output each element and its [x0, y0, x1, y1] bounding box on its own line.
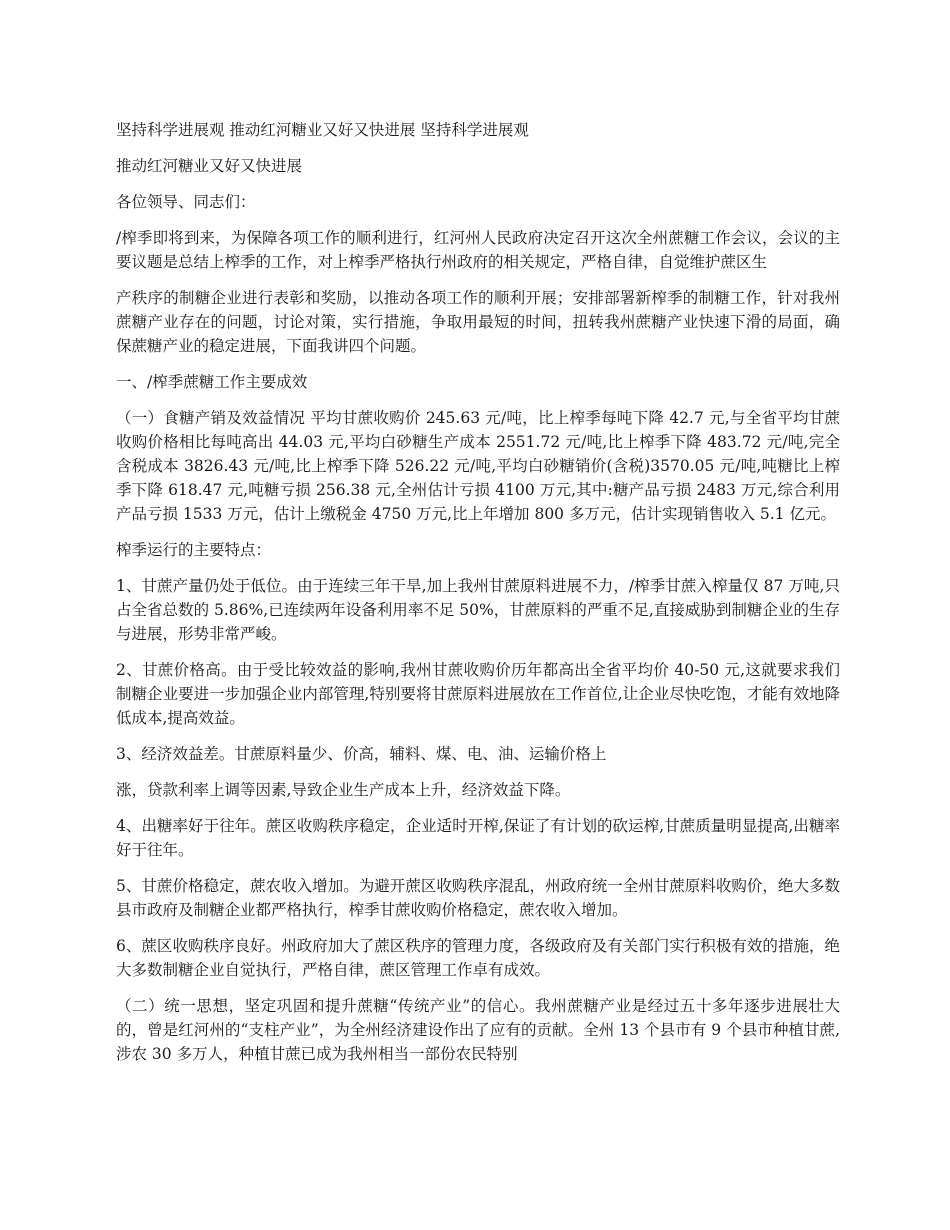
- document-page: [116, 118, 840, 1078]
- subsection-sales-efficiency: （一）食糖产销及效益情况 平均甘蔗收购价 245.63 元/吨，比上榨季每吨下降 42.7 元,与全省平均甘蔗收购价格相比每吨高出 44.03 元,平均白砂糖生产成本 2551.72 元/吨,比上榨季下降 483.72 元/吨,完全含税成本 3826.43 元/吨,比上榨季下降 526.22 元/吨,平均白砂糖销价(含税)3570.05 元/吨,吨糖比上榨季下降 618.47 元,吨糖亏损 256.38 元,全州估计亏损 4100 万元,其中:糖产品亏损 2483 万元,综合利用产品亏损 1533 万元，估计上缴税金 4750 万元,比上年增加 800 多万元，估计实现销售收入 5.1 亿元。: [116, 409, 840, 523]
- feature-item-6: 6、蔗区收购秩序良好。州政府加大了蔗区秩序的管理力度，各级政府及有关部门实行积极有效的措施，绝大多数制糖企业自觉执行，严格自律，蔗区管理工作卓有成效。: [116, 937, 840, 979]
- feature-item-5: 5、甘蔗价格稳定，蔗农收入增加。为避开蔗区收购秩序混乱，州政府统一全州甘蔗原料收购价，绝大多数县市政府及制糖企业都严格执行，榨季甘蔗收购价格稳定，蔗农收入增加。: [116, 877, 840, 919]
- document-title-line-1: 坚持科学进展观 推动红河糖业又好又快进展 坚持科学进展观: [116, 121, 529, 139]
- feature-item-3-continued: 涨，贷款利率上调等因素,导致企业生产成本上升，经济效益下降。: [116, 781, 571, 799]
- feature-item-3: 3、经济效益差。甘蔗原料量少、价高，辅料、煤、电、油、运输价格上: [116, 745, 607, 763]
- document-title-line-2: 推动红河糖业又好又快进展: [116, 157, 303, 175]
- feature-item-2: 2、甘蔗价格高。由于受比较效益的影响,我州甘蔗收购价历年都高出全省平均价 40-50 元,这就要求我们制糖企业要进一步加强企业内部管理,特别要将甘蔗原料进展放在工作首位,让企业尽快吃饱，才能有效地降低成本,提高效益。: [116, 661, 840, 727]
- subsection-unify-thinking: （二）统一思想，坚定巩固和提升蔗糖“传统产业”的信心。我州蔗糖产业是经过五十多年逐步进展壮大的，曾是红河州的“支柱产业”，为全州经济建设作出了应有的贡献。全州 13 个县市有 9 个县市种植甘蔗,涉农 30 多万人，种植甘蔗已成为我州相当一部份农民特别: [116, 997, 840, 1063]
- intro-paragraph-1: /榨季即将到来，为保障各项工作的顺利进行，红河州人民政府决定召开这次全州蔗糖工作会议，会议的主要议题是总结上榨季的工作，对上榨季严格执行州政府的相关规定，严格自律，自觉维护蔗区生: [116, 229, 840, 271]
- salutation: 各位领导、同志们：: [116, 193, 256, 211]
- intro-paragraph-2: 产秩序的制糖企业进行表彰和奖励，以推动各项工作的顺利开展；安排部署新榨季的制糖工作，针对我州蔗糖产业存在的问题，讨论对策，实行措施，争取用最短的时间，扭转我州蔗糖产业快速下滑的局面，确保蔗糖产业的稳定进展，下面我讲四个问题。: [116, 289, 840, 355]
- section-heading-1: 一、/榨季蔗糖工作主要成效: [116, 373, 308, 391]
- features-heading: 榨季运行的主要特点：: [116, 541, 272, 559]
- feature-item-1: 1、甘蔗产量仍处于低位。由于连续三年干旱,加上我州甘蔗原料进展不力，/榨季甘蔗入榨量仅 87 万吨,只占全省总数的 5.86%,已连续两年设备利用率不足 50%，甘蔗原料的严重不足,直接威胁到制糖企业的生存与进展，形势非常严峻。: [116, 577, 840, 643]
- feature-item-4: 4、出糖率好于往年。蔗区收购秩序稳定，企业适时开榨,保证了有计划的砍运榨,甘蔗质量明显提高,出糖率好于往年。: [116, 817, 840, 859]
